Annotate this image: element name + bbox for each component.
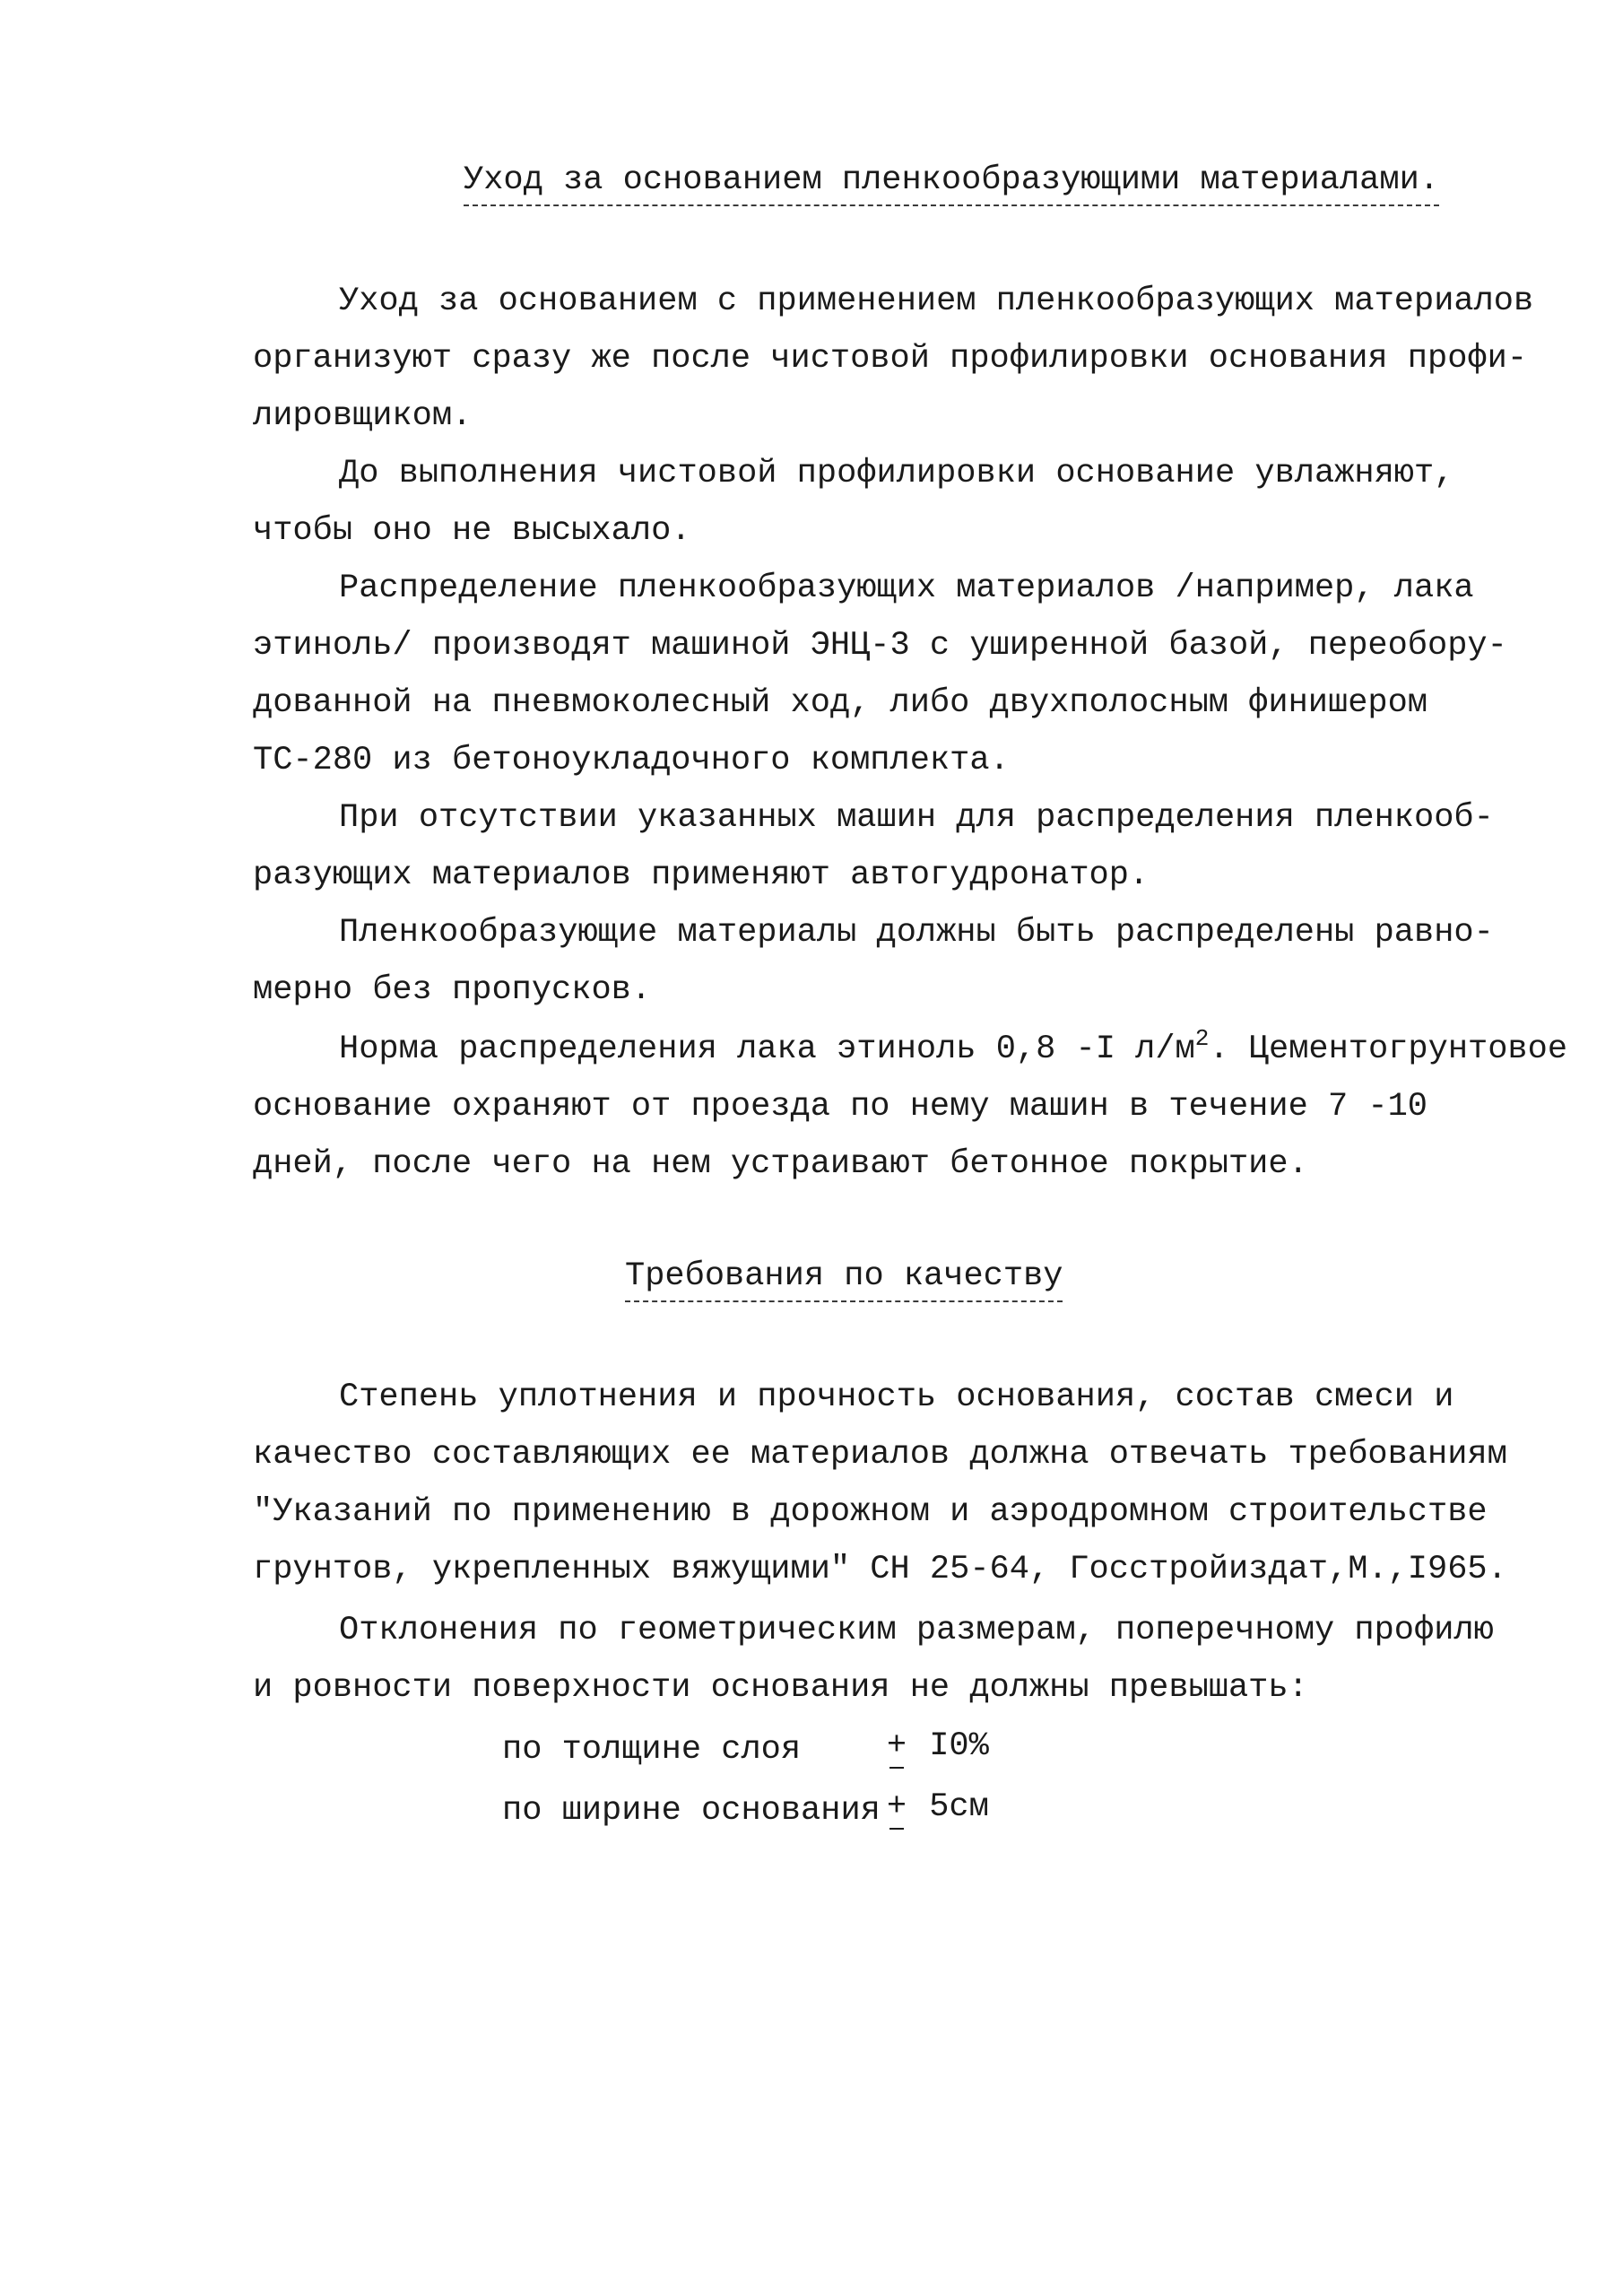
section-heading-care: Уход за основанием пленкообразующими материалами. xyxy=(464,161,1439,206)
paragraph-line: дованной на пневмоколесный ход, либо двухполосным финишером xyxy=(253,684,1428,722)
deviation-value xyxy=(884,1788,989,1826)
paragraph-line: Отклонения по геометрическим размерам, поперечному профилю xyxy=(339,1612,1494,1649)
deviation-label: по толщине слоя xyxy=(502,1731,802,1769)
deviation-label: по ширине основания xyxy=(502,1792,881,1830)
paragraph-line: разующих материалов применяют автогудронатор. xyxy=(253,857,1150,894)
paragraph-line: До выполнения чистовой профилировки основание увлажняют, xyxy=(339,455,1454,492)
paragraph-line: организуют сразу же после чистовой профилировки основания профи- xyxy=(253,340,1528,378)
paragraph-line-norm xyxy=(339,1025,1568,1068)
paragraph-line: лировщиком. xyxy=(253,397,473,435)
plus-minus-sign: + xyxy=(884,1788,909,1826)
deviation-value xyxy=(884,1727,989,1765)
paragraph-line: чтобы оно не высыхало. xyxy=(253,512,691,550)
norm-text: Норма распределения лака этиноль 0,8 -I л/м xyxy=(339,1031,1195,1068)
paragraph-line: Пленкообразующие материалы должны быть распределены равно- xyxy=(339,914,1494,952)
paragraph-line: "Указаний по применению в дорожном и аэродромном строительстве xyxy=(253,1493,1488,1531)
paragraph-line: Уход за основанием с применением пленкообразующих материалов xyxy=(339,283,1534,320)
section-heading-quality: Требования по качеству xyxy=(625,1257,1063,1302)
paragraph-line: этиноль/ производят машиной ЭНЦ-3 с уширенной базой, переобору- xyxy=(253,627,1507,665)
paragraph-line: основание охраняют от проезда по нему машин в течение 7 -10 xyxy=(253,1088,1428,1126)
paragraph-line: мерно без пропусков. xyxy=(253,971,652,1009)
deviation-amount: 5см xyxy=(929,1788,989,1826)
norm-superscript: 2 xyxy=(1194,1025,1210,1052)
deviation-amount: I0% xyxy=(929,1727,989,1765)
paragraph-line: грунтов, укрепленных вяжущими" СН 25-64, Госстройиздат,М.,I965. xyxy=(253,1551,1507,1588)
paragraph-line: Степень уплотнения и прочность основания, состав смеси и xyxy=(339,1378,1454,1416)
paragraph-line: дней, после чего на нем устраивают бетонное покрытие. xyxy=(253,1145,1308,1183)
plus-minus-sign: + xyxy=(884,1727,909,1765)
paragraph-line: и ровности поверхности основания не должны превышать: xyxy=(253,1669,1308,1707)
paragraph-line: качество составляющих ее материалов должна отвечать требованиям xyxy=(253,1436,1507,1474)
norm-tail: . Цементогрунтовое xyxy=(1209,1031,1568,1068)
paragraph-line: При отсутствии указанных машин для распределения пленкооб- xyxy=(339,799,1494,837)
paragraph-line: ТС-280 из бетоноукладочного комплекта. xyxy=(253,742,1010,779)
paragraph-line: Распределение пленкообразующих материалов /например, лака xyxy=(339,570,1474,607)
